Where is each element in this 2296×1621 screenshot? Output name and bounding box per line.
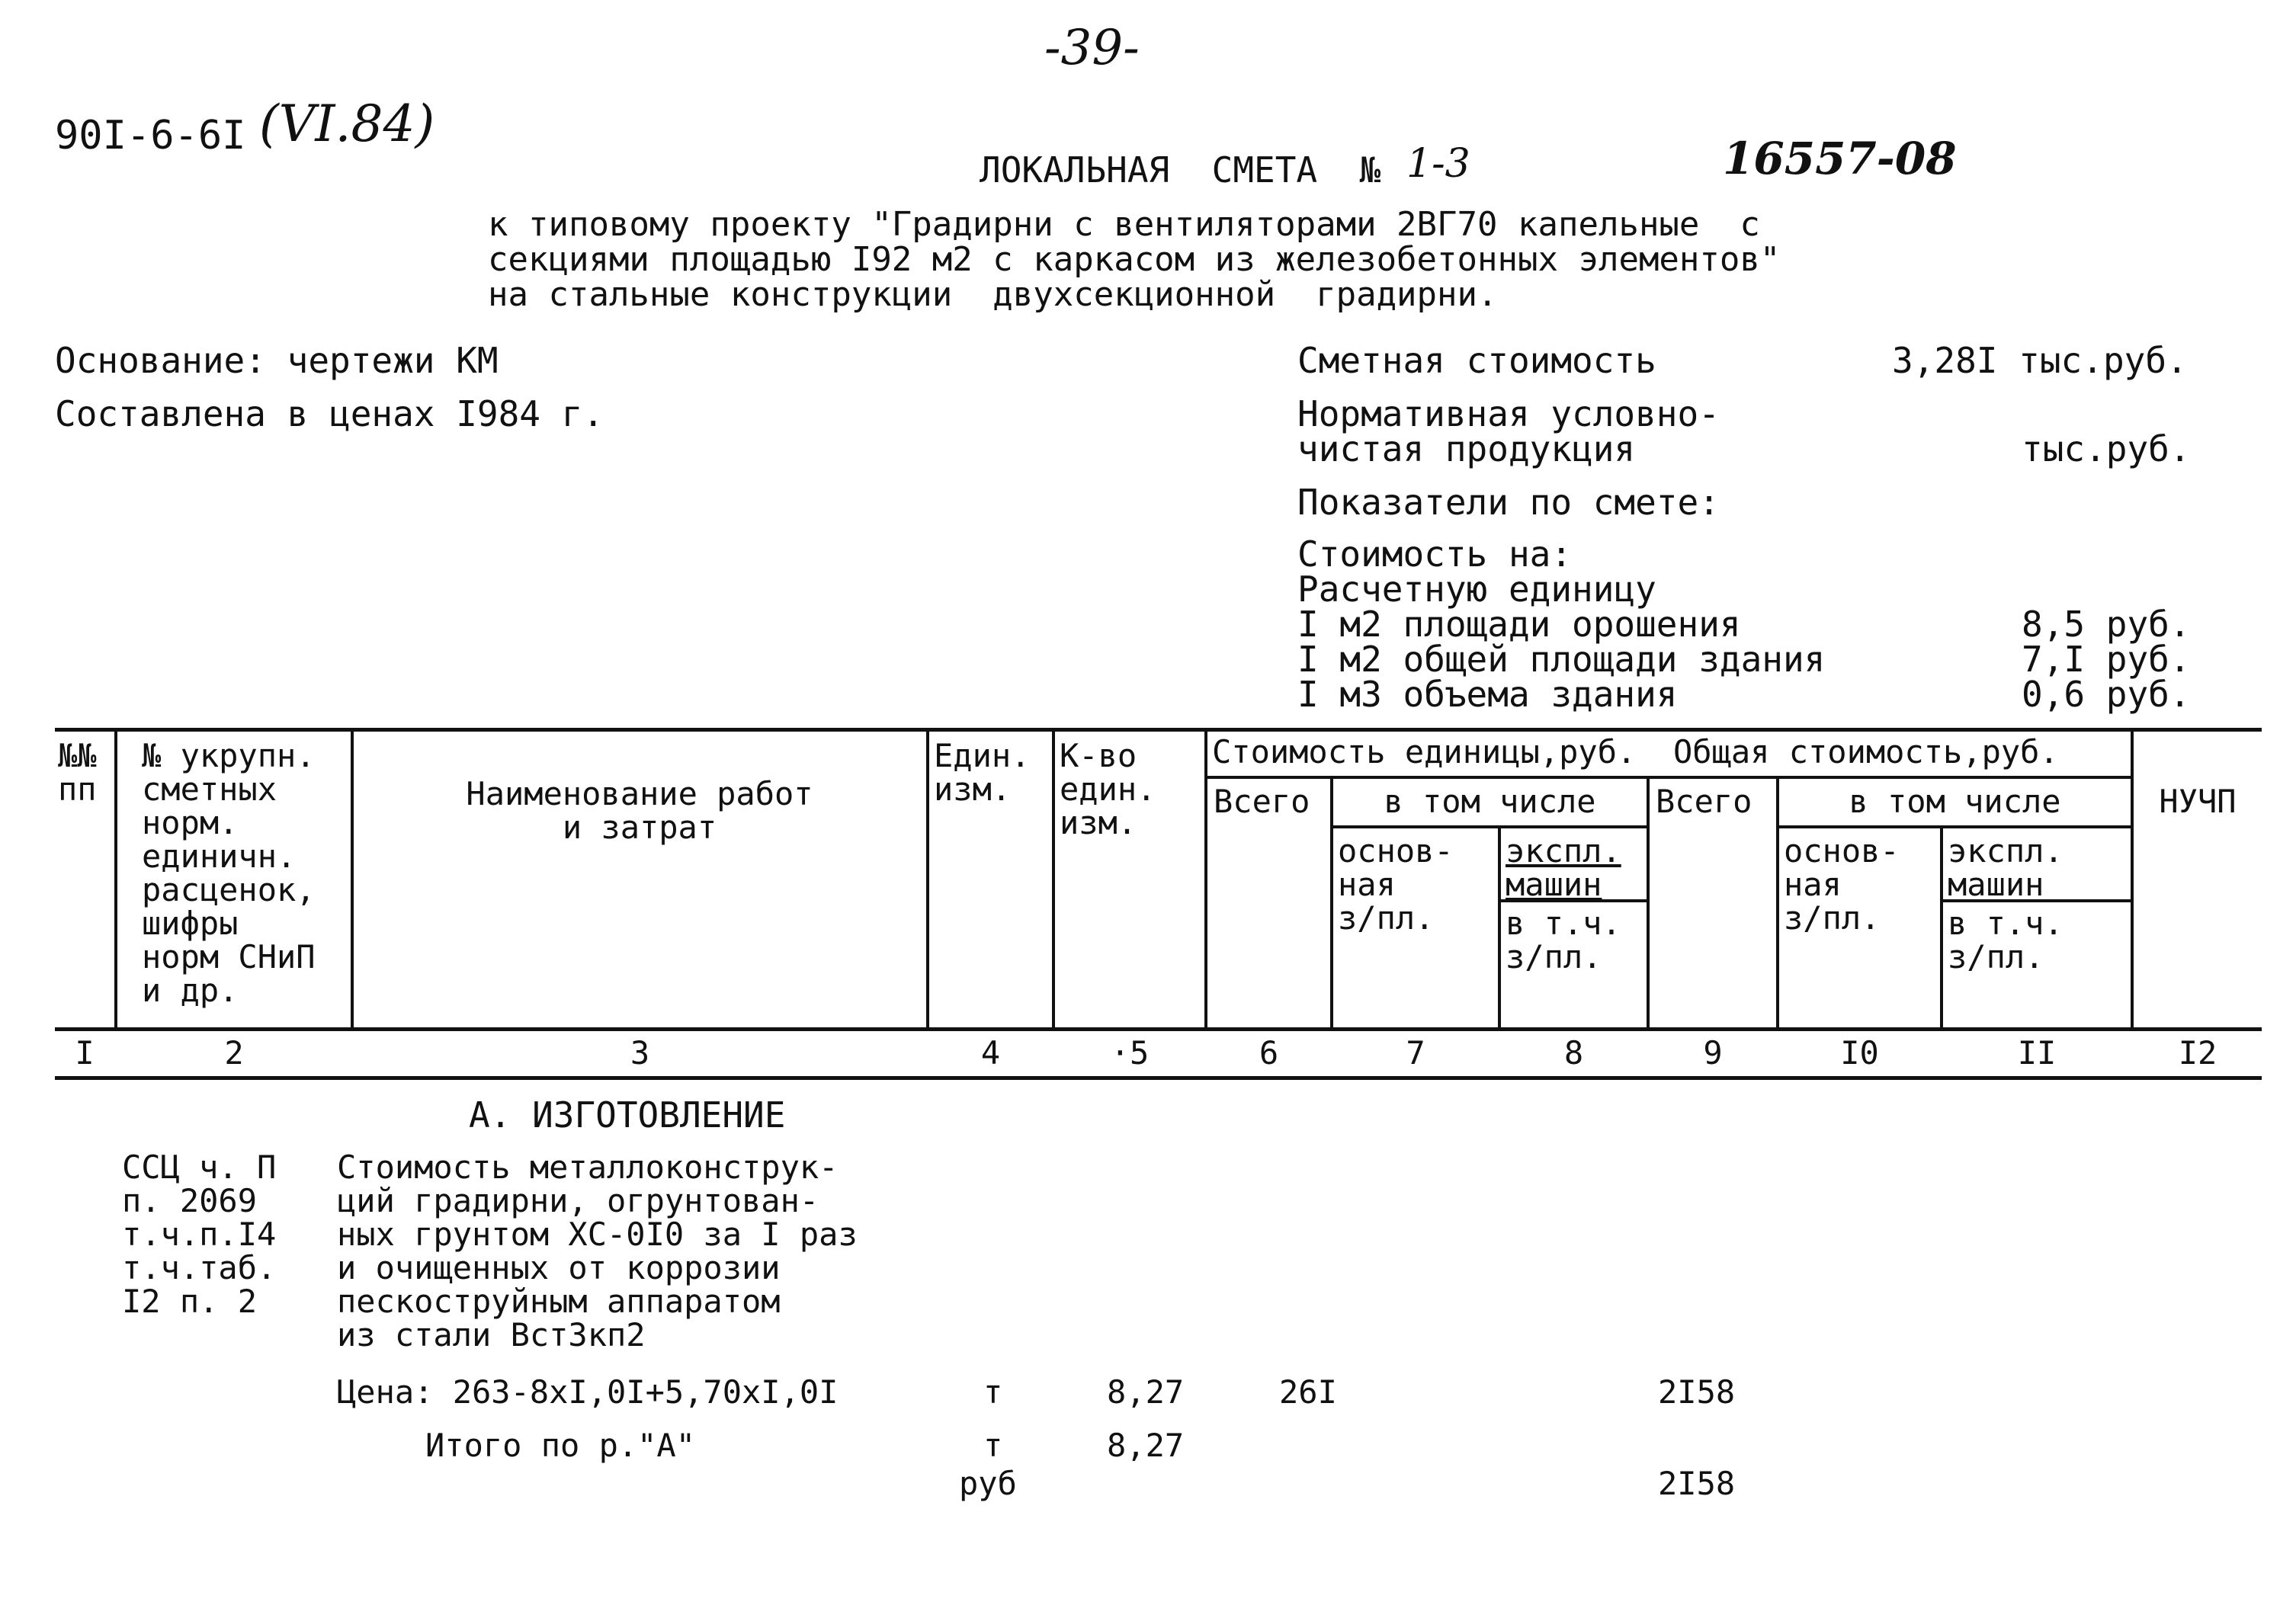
item-total-cost: 2I58 bbox=[1658, 1373, 1736, 1411]
indicator-irrigation-label: I м2 площади орошения bbox=[1297, 604, 1741, 645]
col-divider bbox=[1647, 777, 1650, 1029]
header-unit-total: Всего bbox=[1214, 783, 1310, 820]
col-divider bbox=[926, 728, 929, 1029]
header-work-name: Наименование работ и затрат bbox=[466, 775, 813, 846]
prices-year-text: Составлена в ценах I984 г. bbox=[55, 393, 604, 434]
header-row-number: №№ пп bbox=[58, 737, 97, 808]
col-number: 2 bbox=[224, 1034, 244, 1072]
header-overall-base-salary: основ- ная з/пл. bbox=[1784, 832, 1900, 937]
header-norm-code: № укрупн. сметных норм. единичн. расценок, шифры норм СНиП и др. bbox=[142, 737, 316, 1009]
normative-unit: тыс.руб. bbox=[2022, 428, 2191, 469]
col-divider bbox=[1052, 728, 1055, 1029]
document-title: ЛОКАЛЬНАЯ СМЕТА № bbox=[980, 149, 1381, 191]
header-unit-including: в том числе bbox=[1384, 783, 1596, 820]
indicator-floor-area-value: 7,I руб. bbox=[2022, 639, 2191, 680]
subtotal-unit-rub: руб bbox=[959, 1465, 1017, 1502]
col-number: 9 bbox=[1703, 1034, 1723, 1072]
document-number: 1-3 bbox=[1406, 141, 1470, 187]
indicator-irrigation-value: 8,5 руб. bbox=[2022, 604, 2191, 645]
col-divider bbox=[1204, 728, 1207, 1029]
page-number: -39- bbox=[1044, 20, 1140, 76]
col-divider bbox=[2131, 728, 2134, 1029]
col-number: I2 bbox=[2178, 1034, 2217, 1072]
subtitle-line-3: на стальные конструкции двухсекционной градирни. bbox=[488, 275, 1498, 314]
header-unit-machine-salary: в т.ч. з/пл. bbox=[1506, 905, 1621, 975]
unit-label: Расчетную единицу bbox=[1297, 569, 1656, 610]
subtitle-line-2: секциями площадью I92 м2 с каркасом из железобетонных элементов" bbox=[488, 240, 1781, 279]
header-overall-including: в том числе bbox=[1849, 783, 2061, 820]
subtotal-quantity: 8,27 bbox=[1107, 1427, 1185, 1464]
indicator-volume-value: 0,6 руб. bbox=[2022, 674, 2191, 715]
doc-code: 90I-6-6I bbox=[55, 113, 246, 159]
item-quantity: 8,27 bbox=[1107, 1373, 1185, 1411]
col-number: I0 bbox=[1840, 1034, 1879, 1072]
item-description: Стоимость металлоконструк- ций градирни, огрунтован- ных грунтом ХС-0I0 за I раз и очищенных от коррозии пескоструйным аппаратом из стали ВстЗкп2 bbox=[337, 1148, 858, 1354]
col-divider bbox=[1498, 827, 1501, 1029]
col-number: II bbox=[2017, 1034, 2057, 1072]
header-overall-total: Всего bbox=[1656, 783, 1752, 820]
table-bottom-rule bbox=[55, 1076, 2262, 1080]
subtotal-label: Итого по р."А" bbox=[425, 1427, 696, 1464]
item-norm-refs: ССЦ ч. П п. 2069 т.ч.п.I4 т.ч.таб. I2 п. 2 bbox=[122, 1148, 277, 1320]
header-sub-rule bbox=[1204, 776, 2132, 779]
col-number: 8 bbox=[1563, 1034, 1584, 1072]
estimated-cost-label: Сметная стоимость bbox=[1297, 340, 1656, 381]
col-number: ·5 bbox=[1110, 1034, 1150, 1072]
subtotal-unit-t: т bbox=[983, 1427, 1003, 1464]
col-number: 7 bbox=[1406, 1034, 1425, 1072]
indicators-label: Показатели по смете: bbox=[1297, 482, 1720, 523]
table-top-rule bbox=[55, 728, 2262, 732]
item-price-formula: Цена: 263-8хI,0I+5,70хI,0I bbox=[337, 1373, 839, 1411]
col-number: 6 bbox=[1259, 1034, 1279, 1072]
section-a-title: А. ИЗГОТОВЛЕНИЕ bbox=[469, 1094, 786, 1136]
basis-text: Основание: чертежи КМ bbox=[55, 340, 499, 381]
header-unit-base-salary: основ- ная з/пл. bbox=[1338, 832, 1454, 937]
doc-code-handwritten: (VI.84) bbox=[259, 95, 435, 153]
indicator-floor-area-label: I м2 общей площади здания bbox=[1297, 639, 1826, 680]
header-sub-rule bbox=[1330, 825, 1647, 828]
col-divider bbox=[114, 728, 117, 1029]
subtotal-total: 2I58 bbox=[1658, 1465, 1736, 1502]
header-overall-machine-salary: в т.ч. з/пл. bbox=[1948, 905, 2064, 975]
col-divider bbox=[1940, 827, 1943, 1029]
header-total-cost: Общая стоимость,руб. bbox=[1673, 733, 2059, 770]
col-number: I bbox=[75, 1034, 95, 1072]
header-overall-machines: экспл. машин bbox=[1948, 832, 2064, 903]
header-nuchp: НУЧП bbox=[2159, 783, 2237, 820]
header-unit-cost: Стоимость единицы,руб. bbox=[1212, 733, 1637, 770]
subtitle-line-1: к типовому проекту "Градирни с вентиляторами 2ВГ70 капельные с bbox=[488, 205, 1760, 244]
normative-label-2: чистая продукция bbox=[1297, 428, 1636, 469]
indicator-volume-label: I м3 объема здания bbox=[1297, 674, 1678, 715]
col-number: 4 bbox=[980, 1034, 1001, 1072]
normative-label-1: Нормативная условно- bbox=[1297, 393, 1720, 434]
item-unit: т bbox=[983, 1373, 1003, 1411]
col-number: 3 bbox=[630, 1034, 650, 1072]
estimated-cost-value: 3,28I тыс.руб. bbox=[1892, 340, 2188, 381]
col-divider bbox=[351, 728, 354, 1029]
registration-number: 16557-08 bbox=[1723, 133, 1957, 184]
item-unit-cost: 26I bbox=[1279, 1373, 1337, 1411]
header-unit: Един. изм. bbox=[934, 737, 1031, 808]
header-unit-machines: экспл. машин bbox=[1506, 832, 1621, 903]
table-header-rule bbox=[55, 1027, 2262, 1031]
cost-on-label: Стоимость на: bbox=[1297, 533, 1573, 575]
header-quantity: К-во един. изм. bbox=[1060, 737, 1156, 841]
header-sub-rule bbox=[1776, 825, 2131, 828]
